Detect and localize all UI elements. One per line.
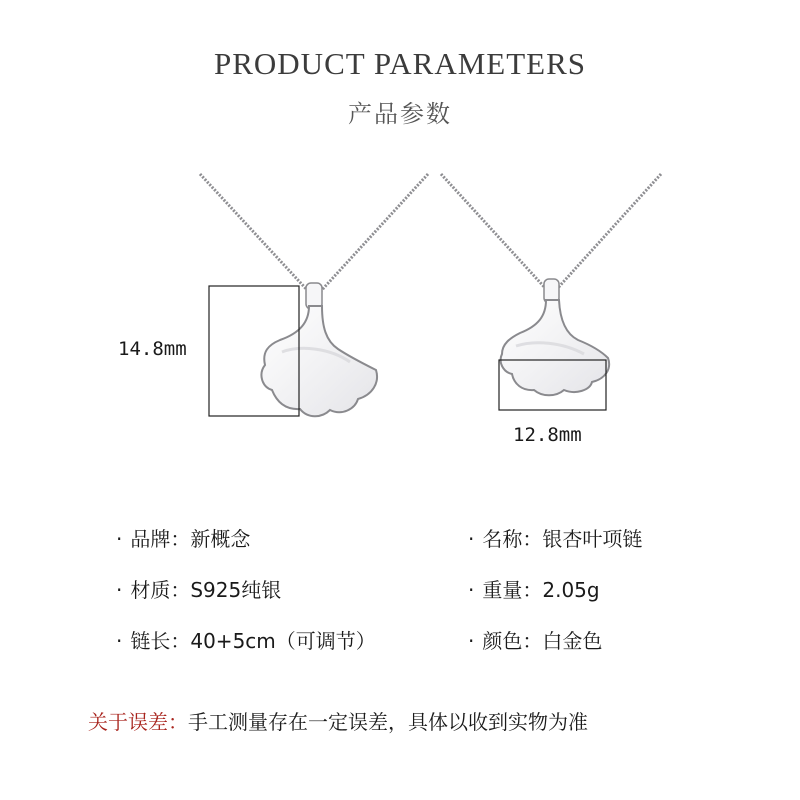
spec-label: 链长： xyxy=(130,629,191,653)
width-dimension-label: 12.8mm xyxy=(513,424,582,446)
spec-row xyxy=(0,625,800,655)
chain-right-1 xyxy=(320,174,428,292)
page-title: PRODUCT PARAMETERS xyxy=(213,46,587,81)
spec-value: 白金色 xyxy=(542,629,603,653)
page-subtitle: 产品参数 xyxy=(348,100,452,128)
ginkgo-leaf-1 xyxy=(261,306,377,416)
spec-name xyxy=(468,523,642,552)
bullet-icon: · xyxy=(468,629,475,653)
bullet-icon: · xyxy=(116,578,123,602)
spec-row xyxy=(0,574,800,604)
spec-value: 40+5cm（可调节） xyxy=(190,629,376,653)
spec-value: 银杏叶项链 xyxy=(542,527,643,551)
spec-label: 重量： xyxy=(482,578,543,602)
bullet-icon: · xyxy=(116,629,123,653)
spec-chain-length xyxy=(116,625,376,654)
product-illustration xyxy=(0,150,800,470)
bullet-icon: · xyxy=(468,527,475,551)
note-label: 关于误差： xyxy=(88,710,188,734)
error-note xyxy=(88,706,588,735)
pendant-large xyxy=(200,174,428,416)
spec-value: 新概念 xyxy=(190,527,251,551)
spec-color xyxy=(468,625,602,654)
spec-value: S925纯银 xyxy=(190,578,282,602)
spec-value: 2.05g xyxy=(542,578,600,602)
pendant-small xyxy=(441,174,661,410)
chain-right-2 xyxy=(556,174,661,290)
chain-left-2 xyxy=(441,174,547,290)
spec-label: 品牌： xyxy=(130,527,191,551)
spec-label: 材质： xyxy=(130,578,191,602)
ginkgo-leaf-2 xyxy=(501,300,610,395)
bullet-icon: · xyxy=(468,578,475,602)
spec-label: 颜色： xyxy=(482,629,543,653)
height-dimension-label: 14.8mm xyxy=(118,338,187,360)
spec-brand xyxy=(116,523,250,552)
spec-material xyxy=(116,574,281,603)
note-text: 手工测量存在一定误差，具体以收到实物为准 xyxy=(188,710,588,734)
spec-weight xyxy=(468,574,600,603)
bullet-icon: · xyxy=(116,527,123,551)
chain-left-1 xyxy=(200,174,309,292)
spec-label: 名称： xyxy=(482,527,543,551)
spec-row xyxy=(0,523,800,553)
